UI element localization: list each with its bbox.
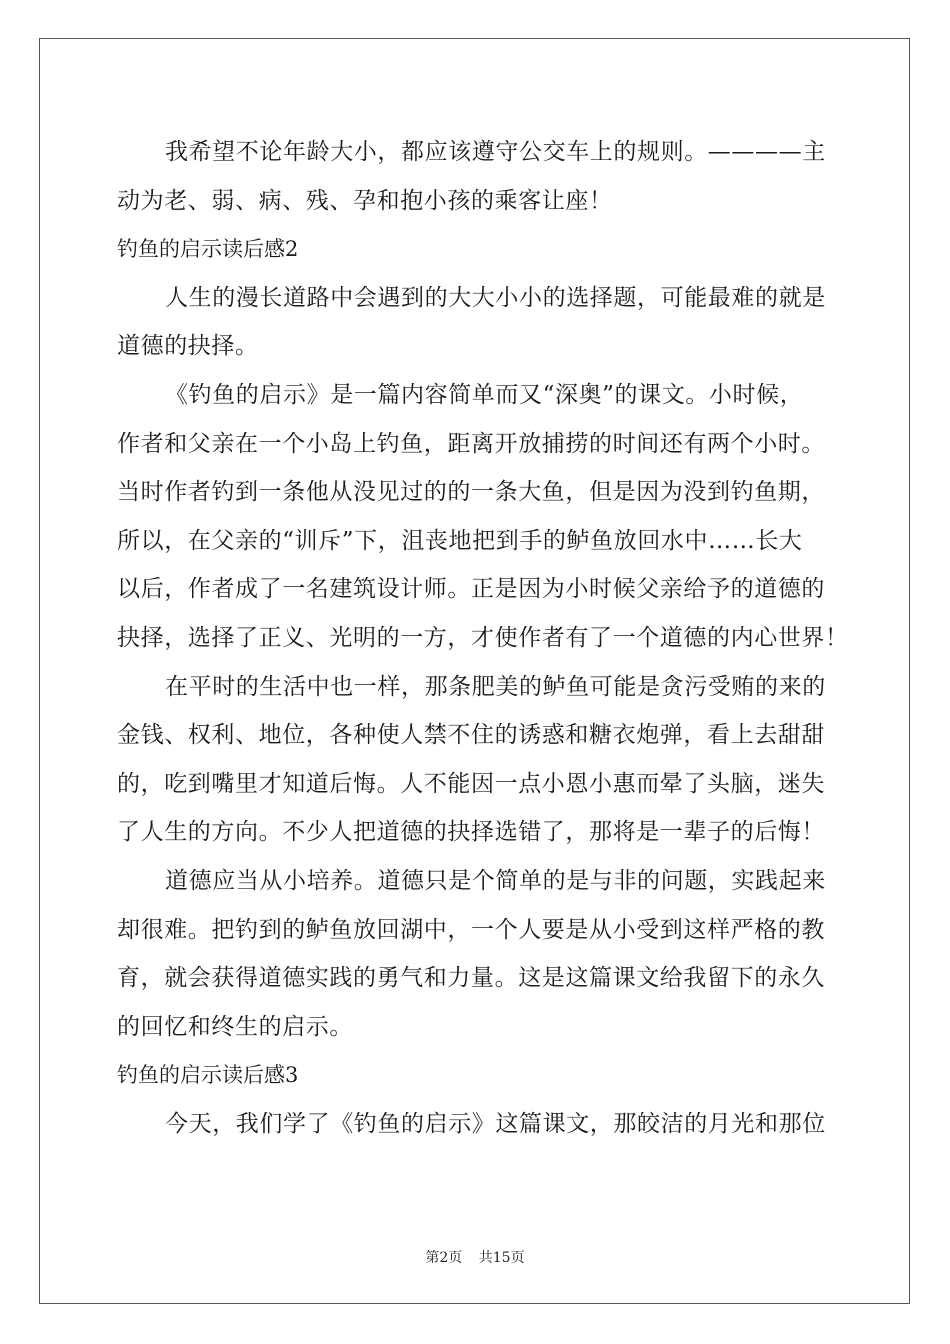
- paragraph-line: 以后，作者成了一名建筑设计师。正是因为小时候父亲给予的道德的: [117, 576, 825, 603]
- page-number: 第2页: [425, 1250, 463, 1266]
- document-body: [117, 128, 849, 1148]
- paragraph-line: 在平时的生活中也一样，那条肥美的鲈鱼可能是贪污受贿的来的: [165, 673, 826, 700]
- paragraph-line: 育，就会获得道德实践的勇气和力量。这是这篇课文给我留下的永久: [117, 965, 825, 992]
- paragraph-line: 动为老、弱、病、残、孕和抱小孩的乘客让座！: [117, 187, 613, 214]
- paragraph-line: 的，吃到嘴里才知道后悔。人不能因一点小恩小惠而晕了头脑，迷失: [117, 770, 825, 797]
- paragraph-line: 《钓鱼的启示》是一篇内容简单而又“深奥”的课文。小时候，: [165, 381, 804, 408]
- page-total: 共15页: [478, 1250, 525, 1266]
- section-heading: 钓鱼的启示读后感2: [117, 237, 299, 262]
- paragraph-line: 人生的漫长道路中会遇到的大大小小的选择题，可能最难的就是: [165, 284, 826, 311]
- paragraph-line: 道德的抉择。: [117, 333, 259, 360]
- paragraph-line: 所以，在父亲的“训斥”下，沮丧地把到手的鲈鱼放回水中……长大: [117, 527, 803, 554]
- paragraph-line: 的回忆和终生的启示。: [117, 1013, 353, 1040]
- paragraph-line: 抉择，选择了正义、光明的一方，才使作者有了一个道德的内心世界！: [117, 624, 849, 651]
- paragraph-line: 作者和父亲在一个小岛上钓鱼，距离开放捕捞的时间还有两个小时。: [117, 430, 825, 457]
- paragraph-line: 我希望不论年龄大小，都应该遵守公交车上的规则。————主: [165, 139, 826, 165]
- paragraph-line: 了人生的方向。不少人把道德的抉择选错了，那将是一辈子的后悔！: [117, 819, 825, 846]
- paragraph-line: 当时作者钓到一条他从没见过的的一条大鱼，但是因为没到钓鱼期，: [117, 479, 825, 506]
- paragraph-line: 今天，我们学了《钓鱼的启示》这篇课文，那皎洁的月光和那位: [165, 1110, 826, 1137]
- paragraph-line: 道德应当从小培养。道德只是个简单的是与非的问题，实践起来: [165, 867, 826, 894]
- paragraph-line: 金钱、权利、地位，各种使人禁不住的诱惑和糖衣炮弹，看上去甜甜: [117, 722, 825, 749]
- section-heading: 钓鱼的启示读后感3: [117, 1063, 299, 1088]
- page-footer: [0, 1247, 950, 1267]
- paragraph-line: 却很难。把钓到的鲈鱼放回湖中，一个人要是从小受到这样严格的教: [117, 916, 825, 943]
